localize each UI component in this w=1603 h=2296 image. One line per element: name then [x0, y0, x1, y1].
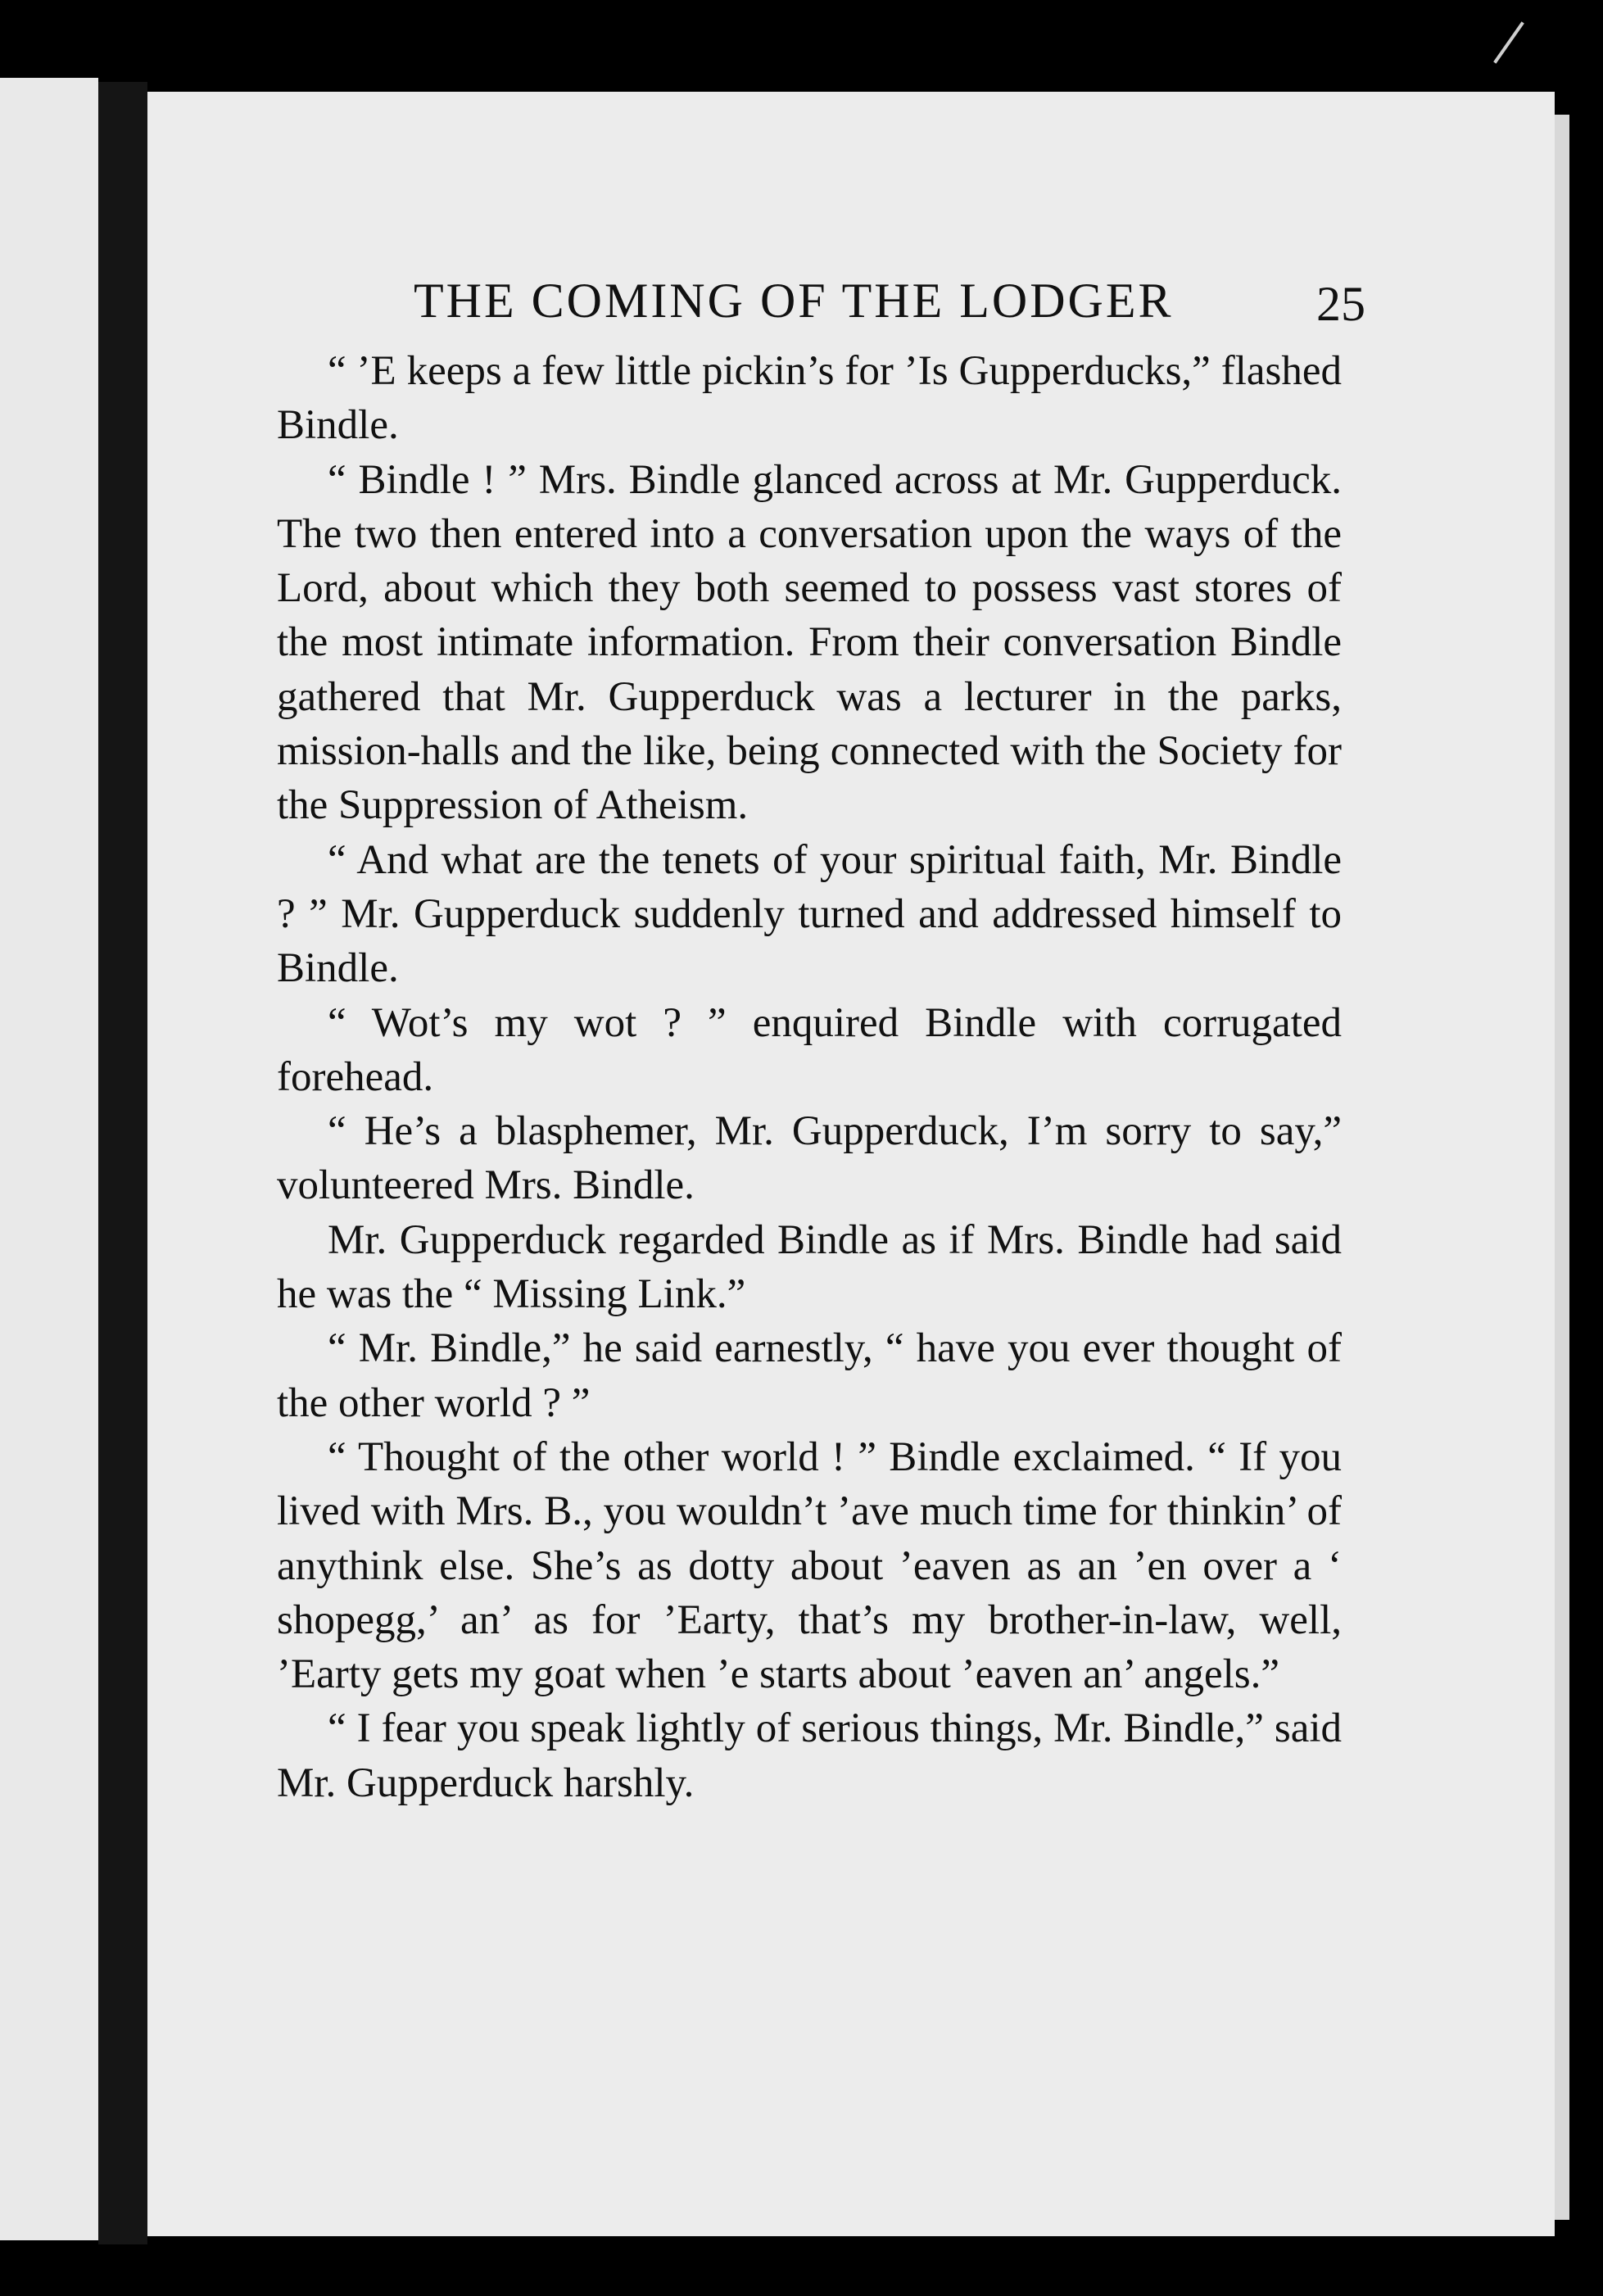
paragraph: “ I fear you speak lightly of serious things, Mr. Bindle,” said Mr. Gupperduck harshly.: [277, 1705, 1342, 1806]
paragraph: Mr. Gupperduck regarded Bindle as if Mrs. Bindle had said he was the “ Missing Link.”: [277, 1216, 1342, 1318]
running-header: [414, 273, 1365, 351]
scan-mark: [1493, 21, 1524, 63]
paragraph: “ He’s a blasphemer, Mr. Gupperduck, I’m sorry to say,” volunteered Mrs. Bindle.: [277, 1108, 1342, 1209]
paragraph: “ Wot’s my wot ? ” enquired Bindle with corrugated forehead.: [277, 999, 1342, 1100]
paragraph: “ Mr. Bindle,” he said earnestly, “ have you ever thought of the other world ? ”: [277, 1325, 1342, 1426]
paragraph: “ Thought of the other world ! ” Bindle exclaimed. “ If you lived with Mrs. B., you wouldn’t ’ave much time for thinkin’ of anythink else. She’s as dotty about ’eaven as an ’en over a ‘ shopegg,’ an’ as for ’Earty, that’s my brother-in-law, well, ’Earty gets my goat when ’e starts about ’eaven an’ angels.”: [277, 1433, 1342, 1698]
running-title: THE COMING OF THE LODGER: [414, 274, 1174, 328]
paragraph: “ ’E keeps a few little pickin’s for ’Is Gupperducks,” flashed Bindle.: [277, 348, 1342, 449]
left-page-edge: [0, 78, 98, 2240]
paragraph: “ Bindle ! ” Mrs. Bindle glanced across at Mr. Gupperduck. The two then entered into a conversation upon the ways of the Lord, about which they both seemed to possess vast stores of the most intimate information. From their conversation Bindle gathered that Mr. Gupperduck was a lecturer in the parks, mission-halls and the like, being connected with the Society for the Suppression of Atheism.: [277, 456, 1342, 829]
paragraph: “ And what are the tenets of your spiritual faith, Mr. Bindle ? ” Mr. Gupperduck suddenly turned and addressed himself to Bindle.: [277, 836, 1342, 992]
body-text: [277, 344, 1342, 1810]
page-number: 25: [1316, 277, 1365, 331]
book-gutter: [98, 82, 147, 2244]
page-edge: [1555, 115, 1569, 2220]
